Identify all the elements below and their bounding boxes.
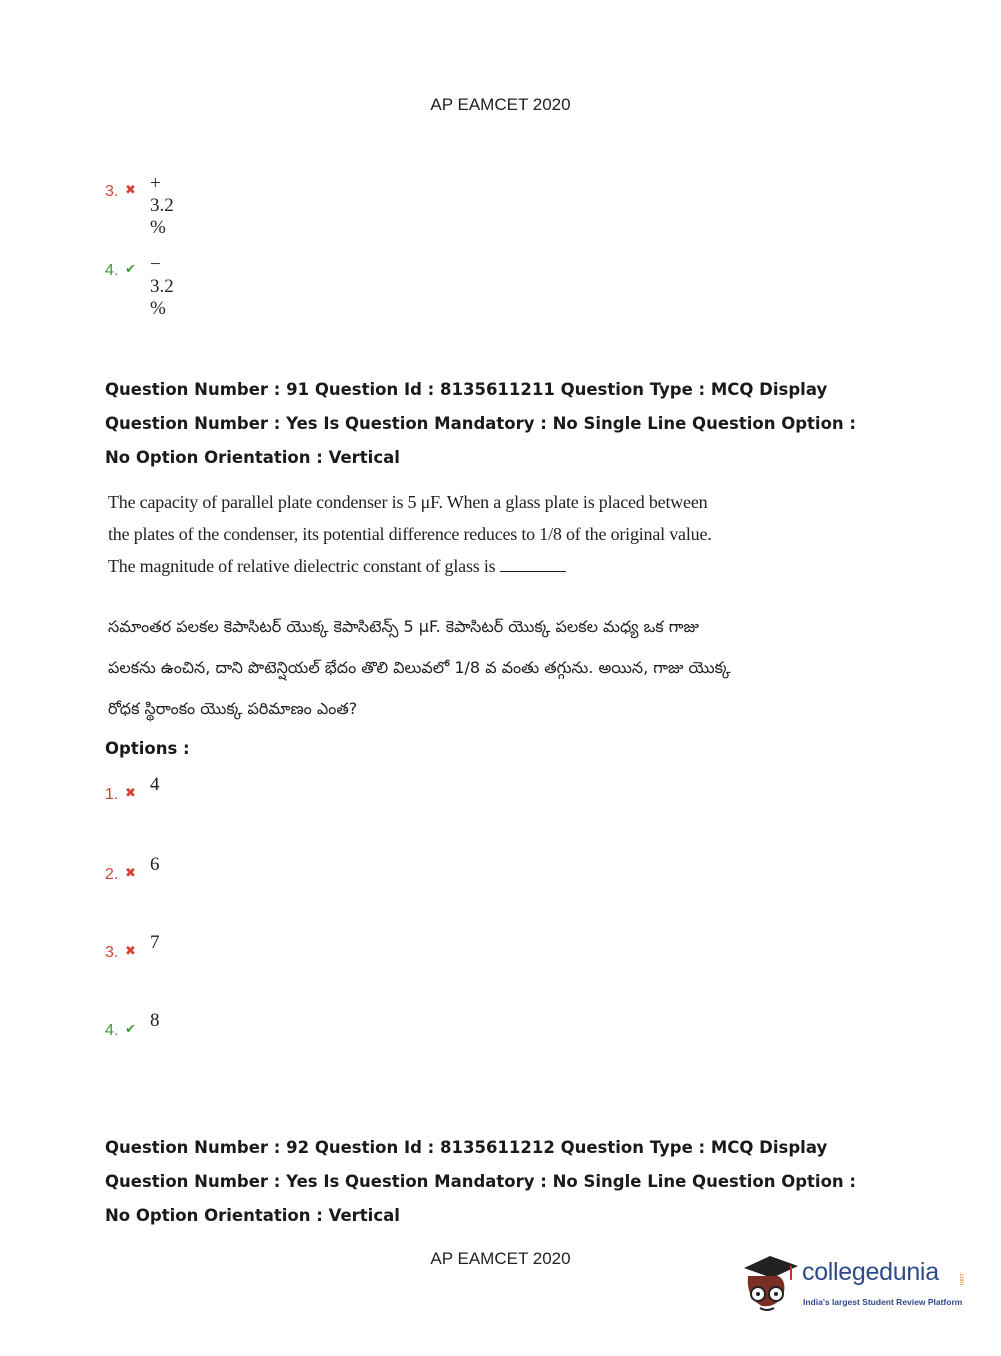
option-value: + 3.2 % bbox=[150, 173, 174, 238]
option-value: 7 bbox=[150, 932, 160, 953]
question-91-meta: Question Number : 91 Question Id : 8135611211 Question Type : MCQ Display Question Number : Yes Is Question Mandatory : No Single Line Question Option : No Option Orientation : Vertical bbox=[105, 380, 857, 467]
logo-wordmark: collegedunia bbox=[802, 1258, 939, 1286]
check-icon: ✔ bbox=[125, 262, 136, 277]
mascot-icon bbox=[740, 1248, 802, 1318]
page-footer: AP EAMCET 2020 bbox=[430, 1249, 571, 1268]
option-number: 4. bbox=[105, 262, 119, 279]
option-number: 3. bbox=[105, 944, 119, 961]
question-91-text-english bbox=[108, 486, 728, 582]
question-91-text-telugu: సమాంతర పలకల కెపాసిటర్ యొక్క కెపాసిటెన్స్ 5 μF. కెపాసిటర్ యొక్క పలకల మధ్య ఒక గాజు పలకను ఉంచిన, దాని పొటెన్షియల్ భేదం తొలి విలువలో 1/8 వ వంతు తగ్గును. అయిన, గాజు యొక్క రోధక స్థిరాంకం యొక్క పరిమాణం ఎంత? bbox=[108, 617, 731, 718]
option-value: 8 bbox=[150, 1010, 160, 1031]
check-icon: ✔ bbox=[125, 1022, 136, 1037]
question-text: The capacity of parallel plate condenser is 5 μF. When a glass plate is placed between the plates of the condenser, its potential difference reduces to 1/8 of the original value. The magnitude of relative dielectric constant of glass is bbox=[108, 492, 712, 576]
option-number: 1. bbox=[105, 786, 119, 803]
question-92-meta: Question Number : 92 Question Id : 8135611212 Question Type : MCQ Display Question Number : Yes Is Question Mandatory : No Single Line Question Option : No Option Orientation : Vertical bbox=[105, 1138, 857, 1225]
cross-icon: ✖ bbox=[125, 786, 136, 801]
answer-blank bbox=[500, 557, 566, 572]
logo-tagline: India's largest Student Review Platform bbox=[803, 1297, 963, 1307]
option-value: 4 bbox=[150, 774, 160, 795]
page-header: AP EAMCET 2020 bbox=[430, 95, 571, 114]
cross-icon: ✖ bbox=[125, 866, 136, 881]
collegedunia-logo bbox=[740, 1248, 970, 1320]
cross-icon: ✖ bbox=[125, 183, 136, 198]
cross-icon: ✖ bbox=[125, 944, 136, 959]
option-value: 6 bbox=[150, 854, 160, 875]
option-number: 2. bbox=[105, 866, 119, 883]
option-number: 4. bbox=[105, 1022, 119, 1039]
logo-com: .com bbox=[958, 1272, 964, 1286]
option-number: 3. bbox=[105, 183, 119, 200]
options-label: Options : bbox=[105, 739, 190, 758]
option-value: − 3.2 % bbox=[150, 254, 174, 319]
